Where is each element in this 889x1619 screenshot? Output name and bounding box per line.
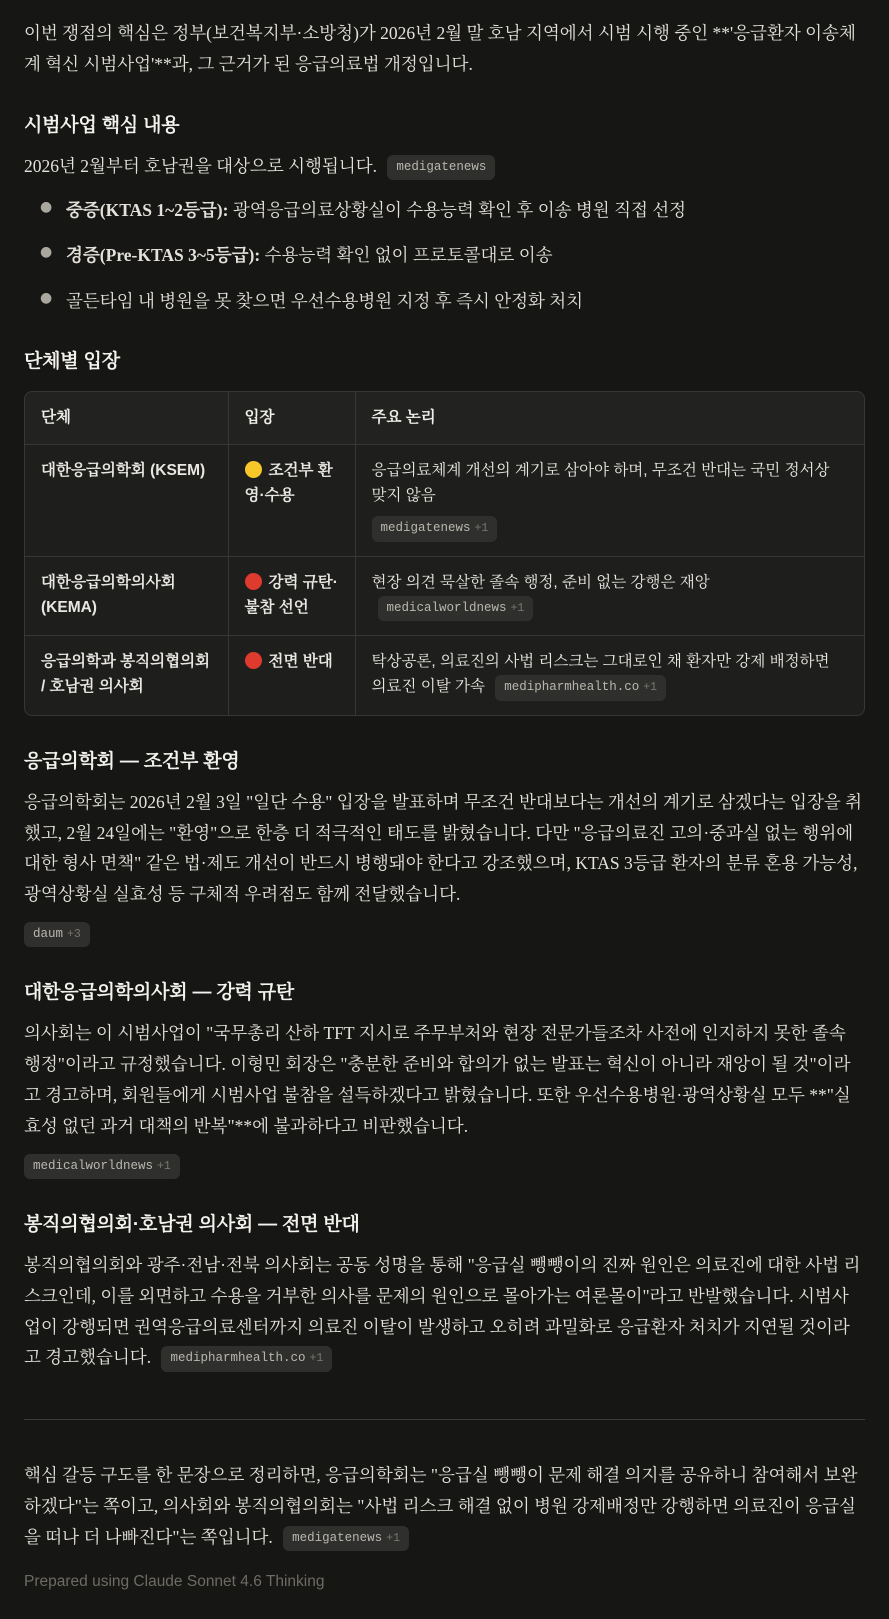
heading-ksem: 응급의학회 — 조건부 환영 (24, 750, 240, 772)
cell-logic (355, 444, 864, 556)
list-item (40, 195, 865, 225)
citation-source: medicalworldnews (33, 1158, 154, 1173)
bullet-icon: ● (40, 244, 53, 261)
bullet-icon: ● (40, 289, 53, 306)
intro-paragraph (24, 18, 865, 80)
bullet-text: 광역응급의료상황실이 수용능력 확인 후 이송 병원 직접 선정 (228, 200, 687, 221)
citation-badge[interactable] (378, 596, 534, 622)
cell-stance (228, 556, 355, 636)
citation-badge[interactable] (24, 922, 90, 948)
bullet-icon: ● (40, 199, 53, 216)
intro-text: 이번 쟁점의 핵심은 정부(보건복지부·소방청)가 2026년 2월 말 호남 지역에서 시범 시행 중인 **'응급환자 이송체계 혁신 시범사업'**과, 그 근거가 된 응급의료법 개정입니다. (24, 23, 856, 74)
pilot-lead-text: 2026년 2월부터 호남권을 대상으로 시행됩니다. (24, 155, 378, 176)
kema-text: 의사회는 이 시범사업이 "국무총리 산하 TFT 지시로 주무부처와 현장 전문가들조차 사전에 인지하지 못한 졸속 행정"이라고 규정했습니다. 이형민 회장은 "충분한 준비와 합의가 없는 발표는 혁신이 아니라 재앙이 될 것"이라고 경고하며, 회원들에게 시범사업 불참을 설득하겠다고 밝혔습니다. 또한 우선수용병원·광역상황실 모두 **"실효성 없던 과거 대책의 반복"**에 불과하다고 비판했습니다. (24, 1023, 851, 1136)
stance-table (24, 391, 865, 716)
stance-table-grid (25, 392, 864, 715)
bongjik-text: 봉직의협의회와 광주·전남·전북 의사회는 공동 성명을 통해 "응급실 뺑뺑이의 진짜 원인은 의료진에 대한 사법 리스크인데, 이를 외면하고 수용을 거부한 의사를 문제의 원인으로 몰아가는 여론몰이"라고 반발했습니다. 시범사업이 강행되면 권역응급의료센터까지 의료진 이탈이 발생하고 오히려 과밀화로 응급환자 처치가 지연될 것이라고 경고했습니다. (24, 1255, 861, 1368)
pilot-lead-paragraph (24, 151, 865, 182)
table-row (25, 636, 864, 715)
column-header-logic: 주요 논리 (355, 392, 864, 445)
heading-bongjik: 봉직의협의회·호남권 의사회 — 전면 반대 (24, 1214, 360, 1236)
yellow-circle-icon (245, 461, 262, 478)
kema-citation-row (24, 1142, 865, 1180)
cell-stance (228, 636, 355, 715)
pilot-bullet-list (24, 195, 865, 315)
bullet-text: 수용능력 확인 없이 프로토콜대로 이송 (260, 245, 553, 266)
summary-text: 핵심 갈등 구도를 한 문장으로 정리하면, 응급의학회는 "응급실 뺑뺑이 문제 해결 의지를 공유하니 참여해서 보완하겠다"는 쪽이고, 의사회와 봉직의협의회는 "사법 리스크 해결 없이 병원 강제배정만 강행하면 의료진이 응급실을 떠나 더 나빠진다"는 쪽입니다. (24, 1465, 858, 1547)
citation-badge[interactable] (24, 1154, 180, 1180)
prepared-by-note: Prepared using Claude Sonnet 4.6 Thinking (24, 1572, 325, 1590)
stance-text: 전면 반대 (268, 653, 333, 671)
citation-badge[interactable] (161, 1346, 332, 1372)
citation-source: daum (33, 926, 64, 941)
column-header-stance: 입장 (228, 392, 355, 445)
logic-text: 탁상공론, 의료진의 사법 리스크는 그대로인 채 환자만 강제 배정하면 의료진 이탈 가속 (371, 653, 830, 696)
citation-source: medipharmhealth.co (504, 680, 640, 695)
stance-text: 강력 규탄·불참 선언 (244, 573, 338, 616)
logic-text: 응급의료체계 개선의 계기로 삼아야 하며, 무조건 반대는 국민 정서상 맞지 않음 (371, 461, 830, 504)
citation-extra: +1 (157, 1159, 171, 1173)
bullet-text: 골든타임 내 병원을 못 찾으면 우선수용병원 지정 후 즉시 안정화 처치 (66, 290, 584, 311)
citation-extra: +1 (510, 601, 525, 615)
cell-logic (355, 636, 864, 715)
cell-org: 응급의학과 봉직의협의회 / 호남권 의사회 (25, 636, 228, 715)
heading-kema: 대한응급의학의사회 — 강력 규탄 (24, 982, 295, 1004)
bullet-bold: 경증(Pre-KTAS 3~5등급): (66, 245, 261, 266)
section-divider (24, 1419, 865, 1420)
citation-badge[interactable] (283, 1526, 409, 1552)
red-circle-icon (245, 652, 262, 669)
cell-logic (355, 556, 864, 636)
cell-org: 대한응급의학회 (KSEM) (25, 444, 228, 556)
stance-text: 조건부 환영·수용 (244, 461, 333, 504)
citation-extra: +1 (309, 1352, 324, 1366)
ksem-citation-row (24, 910, 865, 948)
citation-extra: +1 (474, 522, 489, 535)
citation-badge[interactable] (372, 516, 498, 542)
citation-source: medicalworldnews (386, 600, 507, 615)
kema-paragraph (24, 1018, 865, 1141)
table-row (25, 556, 864, 636)
citation-source: medigatenews (292, 1530, 383, 1545)
citation-source: medipharmhealth.co (170, 1351, 306, 1366)
list-item (40, 286, 865, 316)
table-header-row (25, 392, 864, 445)
bullet-bold: 중증(KTAS 1~2등급): (66, 200, 229, 221)
red-circle-icon (245, 573, 262, 590)
bongjik-paragraph (24, 1250, 865, 1373)
citation-extra: +1 (386, 1531, 400, 1545)
ksem-text: 응급의학회는 2026년 2월 3일 "일단 수용" 입장을 발표하며 무조건 반대보다는 개선의 계기로 삼겠다는 입장을 취했고, 2월 24일에는 "환영"으로 한층 더 적극적인 태도를 밝혔습니다. 다만 "응급의료진 고의·중과실 없는 행위에 대한 형사 면책" 같은 법·제도 개선이 반드시 병행돼야 한다고 강조했으며, KTAS 3등급 환자의 분류 혼용 가능성, 광역상황실 실효성 등 구체적 우려점도 함께 전달했습니다. (24, 791, 863, 905)
citation-source: medigatenews (380, 521, 471, 535)
citation-badge[interactable] (495, 675, 666, 701)
citation-extra: +1 (643, 681, 658, 695)
cell-org: 대한응급의학의사회 (KEMA) (25, 556, 228, 636)
summary-paragraph (24, 1460, 865, 1552)
citation-source: medigatenews (396, 159, 487, 174)
heading-stances: 단체별 입장 (24, 350, 120, 372)
citation-badge[interactable] (387, 155, 495, 181)
list-item (40, 240, 865, 270)
ksem-paragraph (24, 787, 865, 910)
citation-extra: +3 (67, 927, 81, 941)
logic-text: 현장 의견 묵살한 졸속 행정, 준비 없는 강행은 재앙 (371, 573, 710, 591)
column-header-org: 단체 (41, 408, 71, 426)
cell-stance (228, 444, 355, 556)
table-row (25, 444, 864, 556)
heading-pilot-program: 시범사업 핵심 내용 (24, 114, 180, 136)
